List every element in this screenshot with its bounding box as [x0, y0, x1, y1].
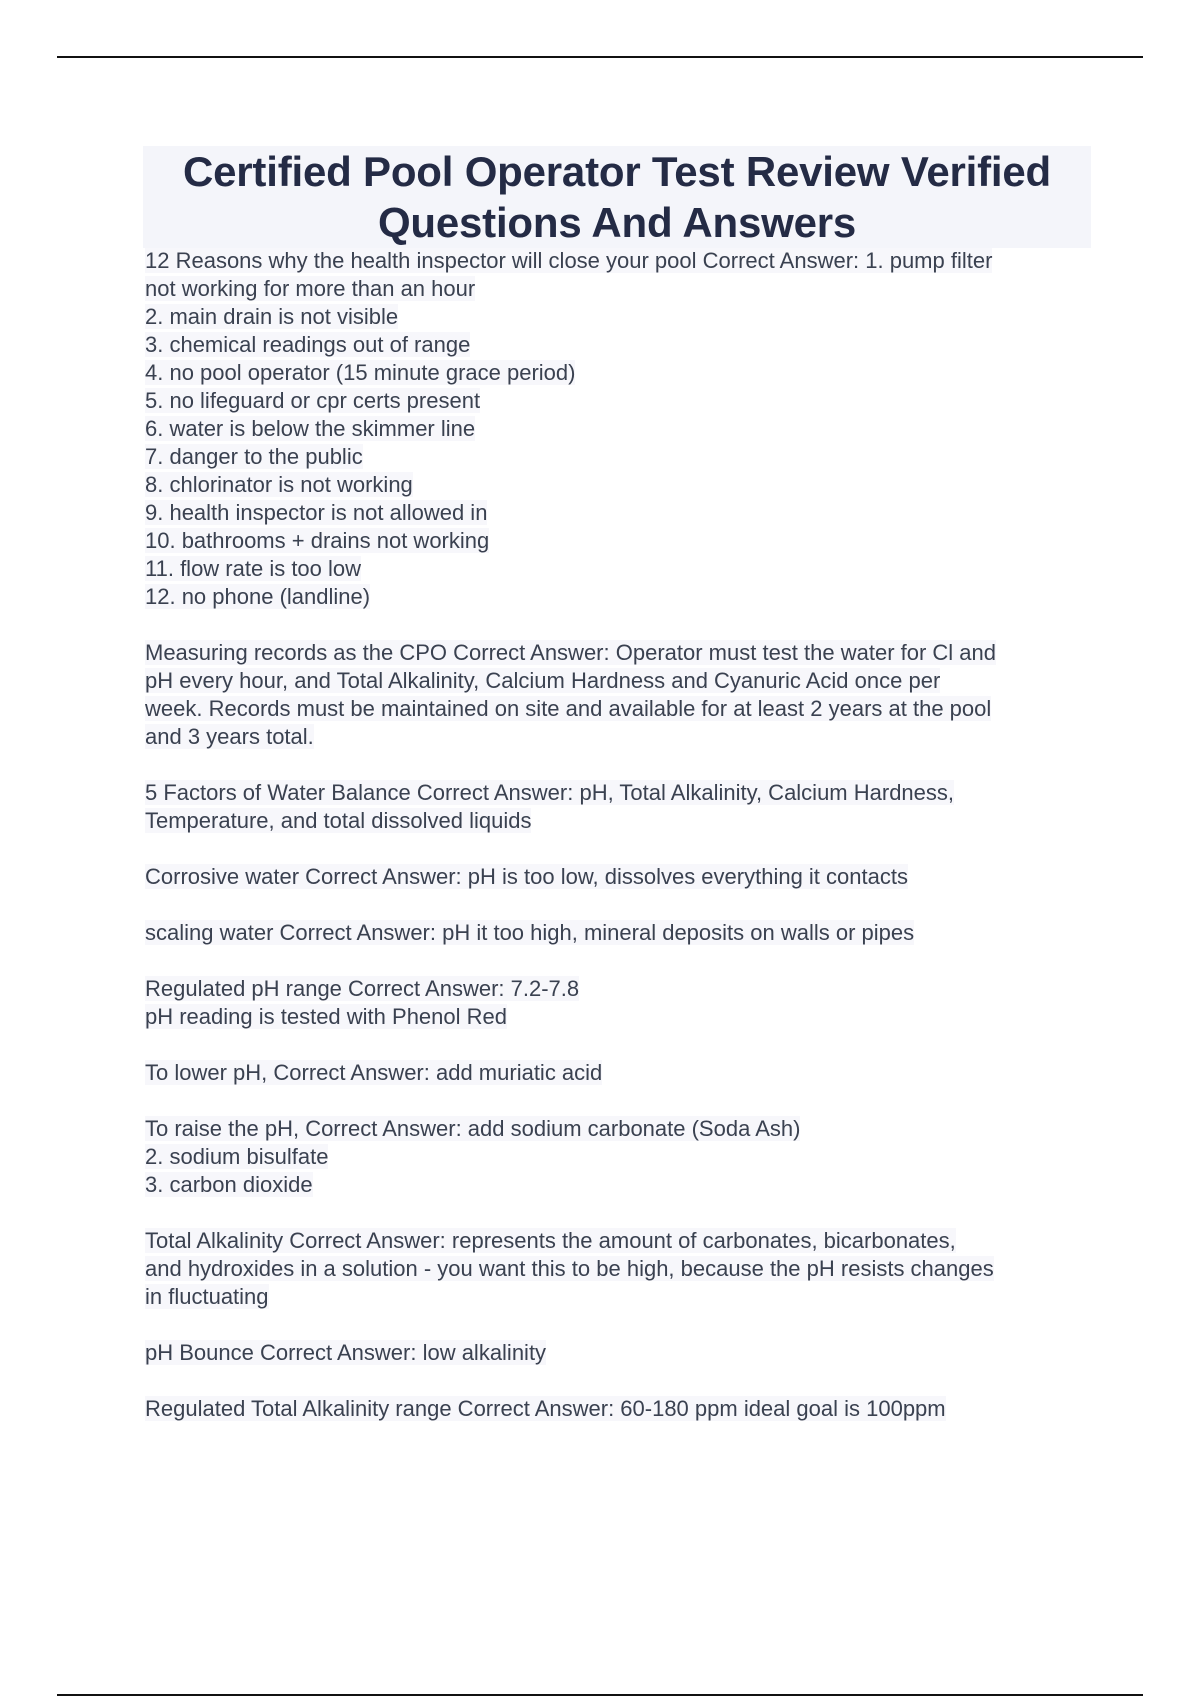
qa-line — [145, 1255, 1090, 1283]
qa-entry — [145, 1339, 1090, 1367]
footer-rule — [57, 1694, 1143, 1696]
qa-line — [145, 247, 1090, 275]
qa-line — [145, 1115, 1090, 1143]
header-rule — [57, 56, 1143, 58]
qa-line-text: 11. flow rate is too low — [145, 556, 362, 581]
qa-line — [145, 1143, 1090, 1171]
qa-line-text: and 3 years total. — [145, 724, 314, 749]
qa-entry — [145, 1395, 1090, 1423]
qa-line — [145, 975, 1090, 1003]
qa-entry — [145, 639, 1090, 751]
qa-line-text: 7. danger to the public — [145, 444, 363, 469]
qa-line — [145, 359, 1090, 387]
qa-line-text: To lower pH, Correct Answer: add muriatic acid — [145, 1060, 603, 1085]
qa-line — [145, 807, 1090, 835]
qa-line-text: Total Alkalinity Correct Answer: represents the amount of carbonates, bicarbonates, — [145, 1228, 956, 1253]
qa-line-text: 4. no pool operator (15 minute grace period) — [145, 360, 576, 385]
qa-line — [145, 1395, 1090, 1423]
qa-entry — [145, 1115, 1090, 1199]
qa-line-text: 10. bathrooms + drains not working — [145, 528, 490, 553]
qa-line-text: Regulated Total Alkalinity range Correct Answer: 60-180 ppm ideal goal is 100ppm — [145, 1396, 946, 1421]
qa-line — [145, 443, 1090, 471]
qa-entry — [145, 975, 1090, 1031]
qa-line-text: Corrosive water Correct Answer: pH is too low, dissolves everything it contacts — [145, 864, 908, 889]
qa-line — [145, 779, 1090, 807]
qa-line — [145, 303, 1090, 331]
qa-line — [145, 387, 1090, 415]
qa-line-text: To raise the pH, Correct Answer: add sodium carbonate (Soda Ash) — [145, 1116, 801, 1141]
qa-line-text: 9. health inspector is not allowed in — [145, 500, 488, 525]
qa-entry — [145, 863, 1090, 891]
qa-line — [145, 415, 1090, 443]
qa-content — [145, 247, 1090, 1451]
qa-line — [145, 471, 1090, 499]
qa-line-text: Measuring records as the CPO Correct Answer: Operator must test the water for Cl and — [145, 640, 997, 665]
qa-line-text: Regulated pH range Correct Answer: 7.2-7.8 — [145, 976, 580, 1001]
qa-line-text: 5. no lifeguard or cpr certs present — [145, 388, 481, 413]
document-title-line-1: Certified Pool Operator Test Review Verified — [183, 148, 1051, 195]
qa-line-text: 12. no phone (landline) — [145, 584, 371, 609]
qa-line — [145, 723, 1090, 751]
qa-line-text: 3. carbon dioxide — [145, 1172, 313, 1197]
qa-line-text: scaling water Correct Answer: pH it too high, mineral deposits on walls or pipes — [145, 920, 915, 945]
qa-line — [145, 555, 1090, 583]
qa-line — [145, 1059, 1090, 1087]
qa-line-text: in fluctuating — [145, 1284, 269, 1309]
qa-line-text: pH Bounce Correct Answer: low alkalinity — [145, 1340, 547, 1365]
qa-line-text: 3. chemical readings out of range — [145, 332, 471, 357]
document-title-line-2: Questions And Answers — [377, 199, 857, 246]
qa-line — [145, 1283, 1090, 1311]
qa-line — [145, 919, 1090, 947]
qa-line — [145, 1227, 1090, 1255]
qa-line — [145, 863, 1090, 891]
qa-entry — [145, 247, 1090, 611]
qa-line — [145, 331, 1090, 359]
qa-line-text: 8. chlorinator is not working — [145, 472, 413, 497]
qa-line-text: 2. sodium bisulfate — [145, 1144, 329, 1169]
qa-line-text: and hydroxides in a solution - you want this to be high, because the pH resists changes — [145, 1256, 994, 1281]
qa-line — [145, 583, 1090, 611]
title-block — [143, 146, 1091, 248]
qa-line-text: 5 Factors of Water Balance Correct Answer: pH, Total Alkalinity, Calcium Hardness, — [145, 780, 955, 805]
qa-line-text: 2. main drain is not visible — [145, 304, 399, 329]
qa-line — [145, 695, 1090, 723]
qa-entry — [145, 779, 1090, 835]
qa-line — [145, 527, 1090, 555]
qa-entry — [145, 1059, 1090, 1087]
qa-line — [145, 275, 1090, 303]
document-title — [143, 146, 1091, 248]
qa-line — [145, 1339, 1090, 1367]
qa-line — [145, 1003, 1090, 1031]
qa-line-text: Temperature, and total dissolved liquids — [145, 808, 532, 833]
qa-entry — [145, 1227, 1090, 1311]
qa-line — [145, 667, 1090, 695]
qa-line-text: pH reading is tested with Phenol Red — [145, 1004, 507, 1029]
qa-line — [145, 1171, 1090, 1199]
qa-line — [145, 499, 1090, 527]
qa-line-text: not working for more than an hour — [145, 276, 476, 301]
qa-line — [145, 639, 1090, 667]
qa-line-text: pH every hour, and Total Alkalinity, Calcium Hardness and Cyanuric Acid once per — [145, 668, 941, 693]
qa-line-text: 12 Reasons why the health inspector will close your pool Correct Answer: 1. pump filter — [145, 248, 993, 273]
qa-entry — [145, 919, 1090, 947]
qa-line-text: week. Records must be maintained on site and available for at least 2 years at the pool — [145, 696, 992, 721]
qa-line-text: 6. water is below the skimmer line — [145, 416, 476, 441]
